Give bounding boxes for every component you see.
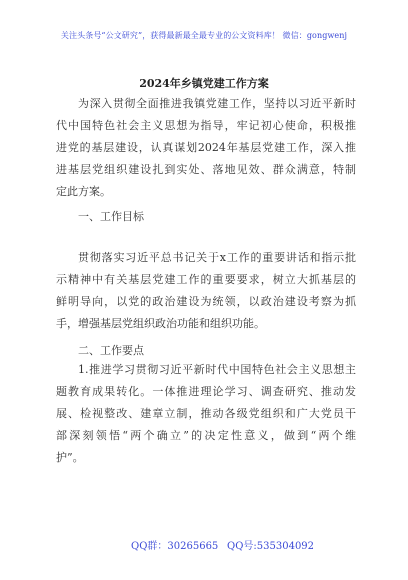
intro-line-2: 代中国特色社会主义思想为指导，牢记初心使命，积极推 [56, 119, 356, 132]
key-points-line-2: 题教育成果转化。一体推进理论学习、调查研究、推动发 [56, 385, 356, 398]
key-points-line-1: 1.推进学习贯彻习近平新时代中国特色社会主义思想主 [78, 363, 356, 376]
intro-line-5: 定此方案。 [56, 185, 111, 198]
key-points-line-4: 部深刻领悟“两个确立”的决定性意义，做到“两个维 [56, 429, 356, 442]
goals-line-4: 手，增强基层党组织政治功能和组织功能。 [56, 317, 265, 330]
goals-paragraph [56, 247, 356, 335]
intro-paragraph [56, 93, 356, 203]
section-heading-key-points: 二、工作要点 [78, 344, 144, 357]
section-heading-goals: 一、工作目标 [78, 210, 144, 223]
header-banner: 关注头条号“公文研究”，获得最新最全最专业的公文资料库！ 微信：gongwenj [60, 31, 348, 40]
key-points-line-5: 护”。 [56, 451, 84, 464]
footer-qq-number: QQ号:535304092 [227, 541, 315, 552]
key-points-paragraph [56, 359, 356, 469]
goals-line-3: 鲜明导向，以党的政治建设为统领，以政治建设考察为抓 [56, 295, 356, 308]
intro-line-4: 进基层党组织建设扎到实处、落地见效、群众满意，特制 [56, 163, 356, 176]
goals-line-2: 示精神中有关基层党建工作的重要要求，树立大抓基层的 [56, 273, 356, 286]
intro-line-1: 为深入贯彻全面推进我镇党建工作，坚持以习近平新时 [78, 97, 356, 110]
document-title: 2024年乡镇党建工作方案 [139, 77, 269, 90]
footer-qq-group: QQ群：30265665 [131, 541, 219, 552]
key-points-line-3: 展、检视整改、建章立制，推动各级党组织和广大党员干 [56, 407, 356, 420]
goals-line-1: 贯彻落实习近平总书记关于x工作的重要讲话和指示批 [78, 251, 356, 264]
intro-line-3: 进党的基层建设，认真谋划2024年基层党建工作，深入推 [56, 141, 356, 154]
